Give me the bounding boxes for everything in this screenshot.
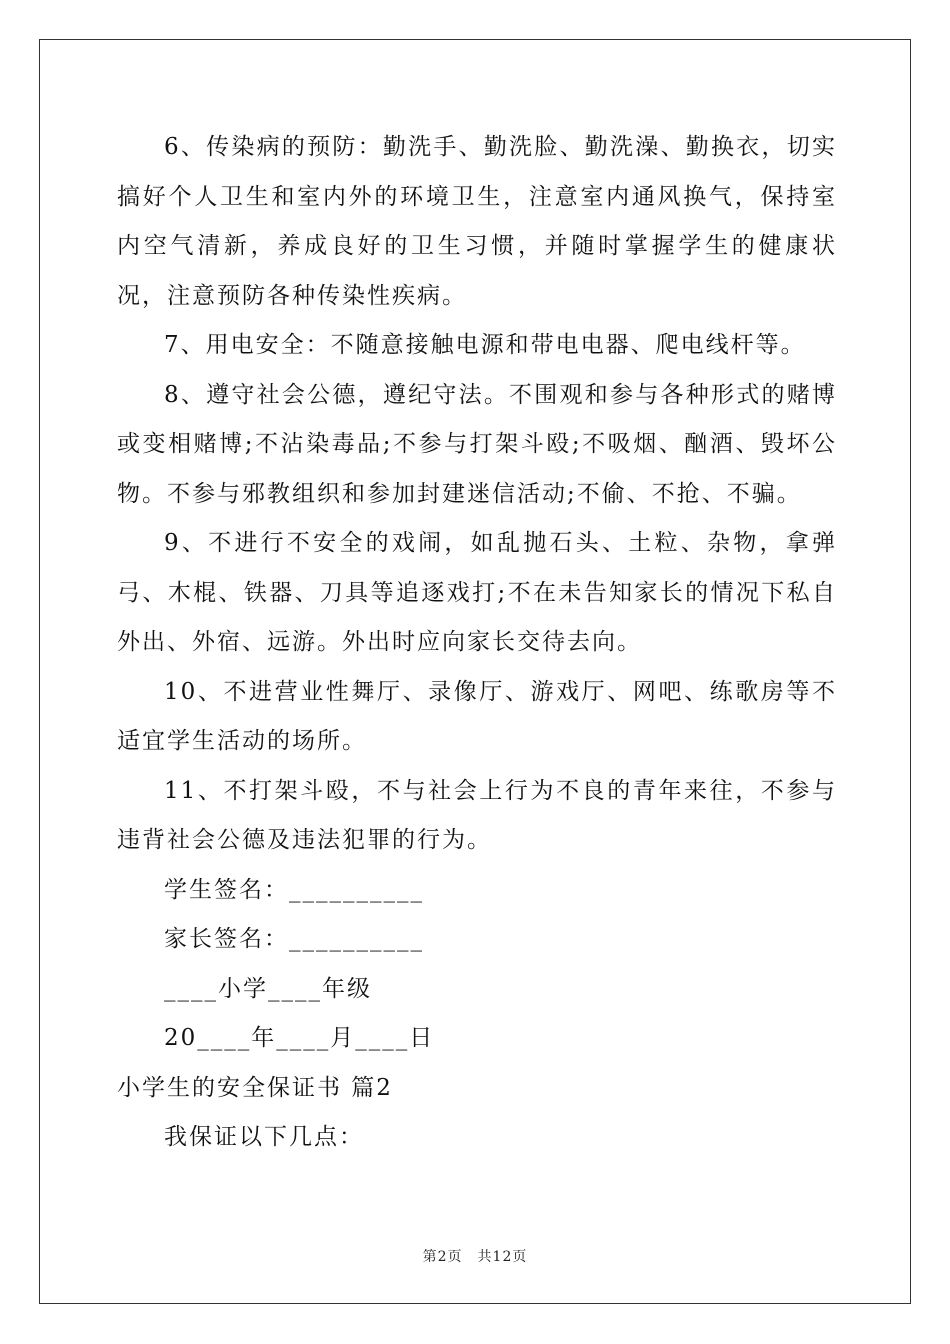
paragraph-item-9: 9、不进行不安全的戏闹，如乱抛石头、土粒、杂物，拿弹弓、木棍、铁器、刀具等追逐戏打;不在未告知家长的情况下私自外出、外宿、远游。外出时应向家长交待去向。 bbox=[117, 530, 837, 655]
paragraph-item-7: 7、用电安全：不随意接触电源和带电电器、爬电线杆等。 bbox=[164, 332, 806, 358]
document-body bbox=[117, 123, 837, 1163]
page-number-footer: 第2页 共12页 bbox=[422, 1249, 528, 1265]
date-line: 20____年____月____日 bbox=[164, 1025, 435, 1051]
intro-statement: 我保证以下几点： bbox=[164, 1124, 364, 1150]
paragraph-item-10: 10、不进营业性舞厅、录像厅、游戏厅、网吧、练歌房等不适宜学生活动的场所。 bbox=[117, 678, 837, 754]
student-signature-line: 学生签名：__________ bbox=[164, 876, 424, 903]
paragraph-item-8: 8、遵守社会公德，遵纪守法。不围观和参与各种形式的赌博或变相赌博;不沾染毒品;不参与打架斗殴;不吸烟、酗酒、毁坏公物。不参与邪教组织和参加封建迷信活动;不偷、不抢、不骗。 bbox=[117, 381, 837, 507]
school-grade-line: ____小学____年级 bbox=[164, 975, 372, 1002]
paragraph-item-11: 11、不打架斗殴，不与社会上行为不良的青年来往，不参与违背社会公德及违法犯罪的行为。 bbox=[117, 777, 837, 853]
section-title: 小学生的安全保证书 篇2 bbox=[117, 1074, 393, 1101]
paragraph-item-6: 6、传染病的预防：勤洗手、勤洗脸、勤洗澡、勤换衣，切实搞好个人卫生和室内外的环境卫生，注意室内通风换气，保持室内空气清新，养成良好的卫生习惯，并随时掌握学生的健康状况，注意预防各种传染性疾病。 bbox=[117, 134, 837, 309]
parent-signature-line: 家长签名：__________ bbox=[164, 926, 424, 952]
